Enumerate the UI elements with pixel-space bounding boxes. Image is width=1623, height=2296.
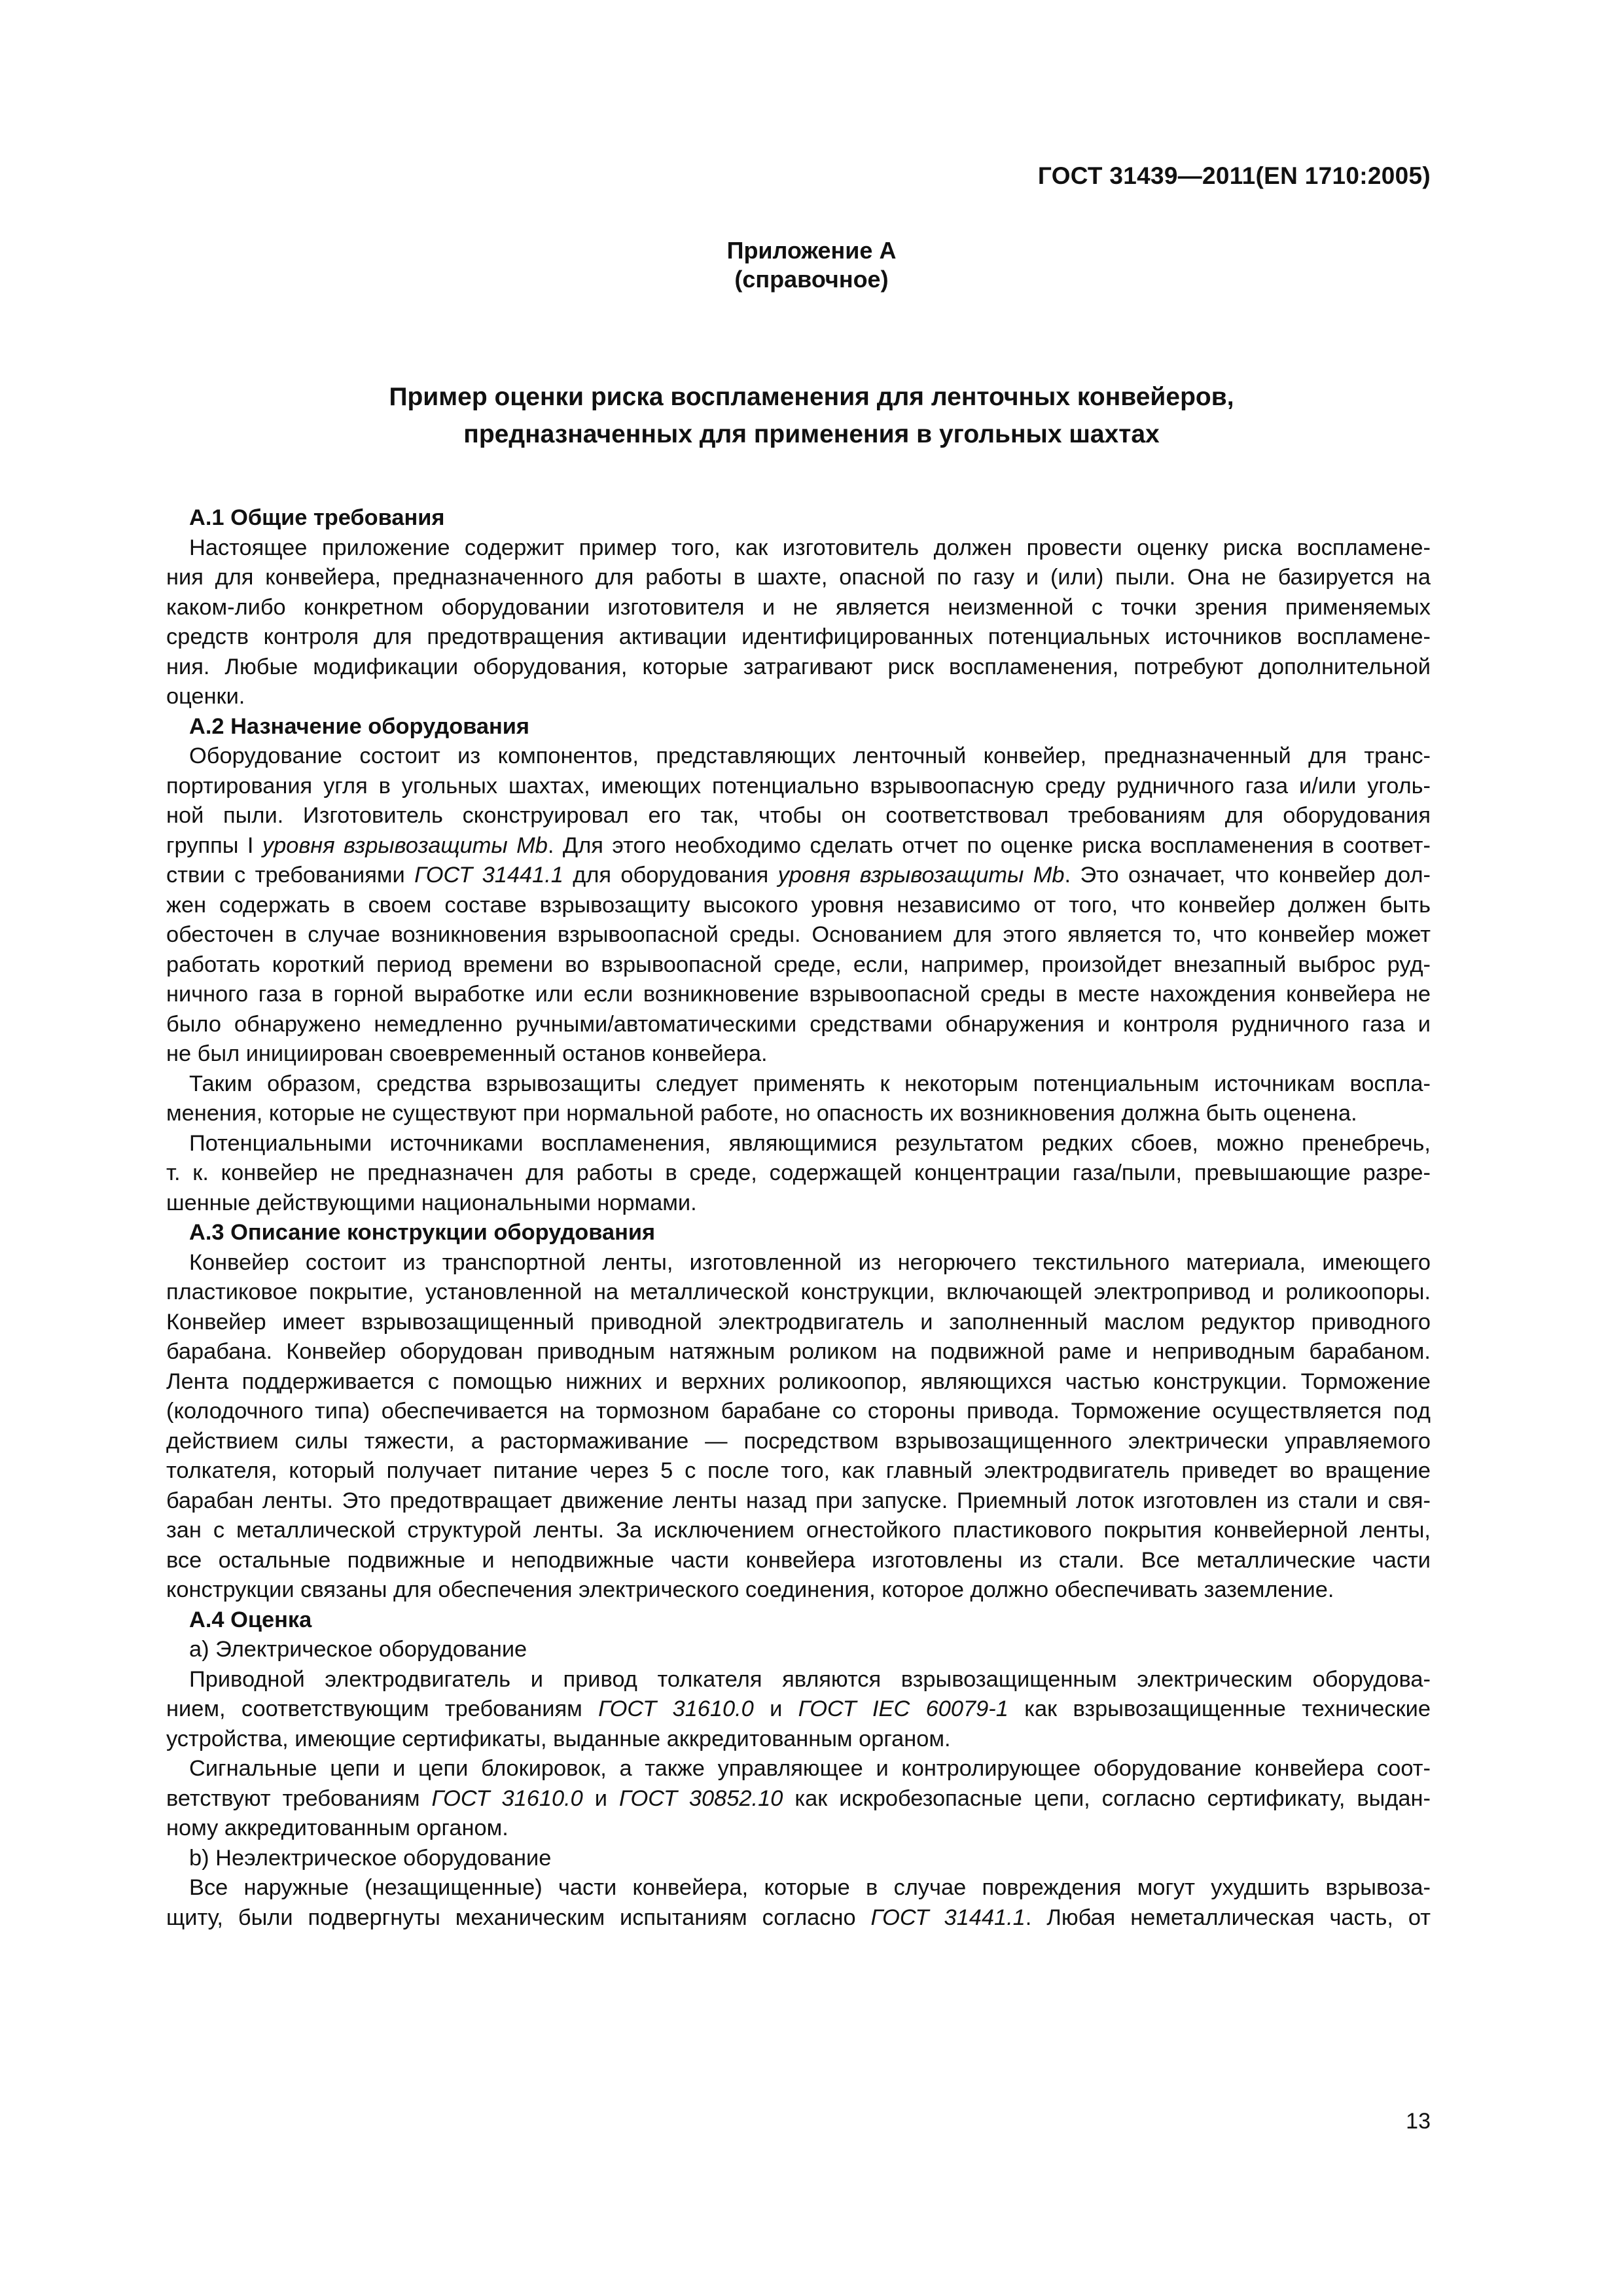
text-line: пластиковое покрытие, установленной на металлической конструкции, включающей электропривод и роликоопоры. [166, 1280, 1431, 1304]
text-run: щиту, были подвергнуты механическим испытаниям согласно [166, 1905, 871, 1930]
title-line-1: Пример оценки риска воспламенения для ленточных конвейеров, [389, 383, 1234, 411]
text-run: ветствуют требованиям [166, 1785, 432, 1811]
appendix-title [0, 378, 1623, 453]
section-heading-a4: А.4 Оценка [189, 1607, 312, 1632]
text-line: средств контроля для предотвращения активации идентифицированных потенциальных источников воспламене- [166, 624, 1431, 649]
text-line: жен содержать в своем составе взрывозащиту высокого уровня независимо от того, что конвейер должен быть [166, 892, 1431, 918]
text-line: ному аккредитованным органом. [166, 1816, 508, 1840]
italic-term: уровня взрывозащиты Mb [777, 863, 1065, 888]
text-line: шенные действующими национальными нормами. [166, 1190, 697, 1215]
section-heading-a3: А.3 Описание конструкции оборудования [189, 1220, 656, 1245]
text-line: портирования угля в угольных шахтах, имеющих потенциально взрывоопасную среду рудничного газа и/или уголь- [166, 773, 1431, 798]
appendix-note: (справочное) [734, 266, 889, 293]
text-run: . Любая неметаллическая часть, от [1025, 1905, 1431, 1930]
text-run: для оборудования [563, 863, 778, 888]
text-line: работать короткий период времени во взрывоопасной среде, если, например, произойдет внезапный выброс руд- [166, 952, 1431, 977]
italic-standard-ref: ГОСТ IEC 60079-1 [798, 1696, 1008, 1721]
paragraph-a2-1 [166, 742, 1431, 1069]
paragraph-a2-2 [166, 1069, 1431, 1129]
text-line: обесточен в случае возникновения взрывоопасной среды. Основанием для этого является то, что конвейер может [166, 922, 1431, 947]
title-line-2: предназначенных для применения в угольных шахтах [463, 420, 1160, 448]
text-line: ния. Любые модификации оборудования, которые затрагивают риск воспламенения, потребуют дополнительной [166, 654, 1431, 679]
text-line: Приводной электродвигатель и привод толкателя являются взрывозащищенным электрическим оборудова- [189, 1666, 1431, 1692]
text-line: Все наружные (незащищенные) части конвейера, которые в случае повреждения могут ухудшить взрывоза- [189, 1875, 1431, 1900]
appendix-label: Приложение А [726, 237, 897, 264]
text-line: каком-либо конкретном оборудовании изготовителя и не является неизменной с точки зрения применяемых [166, 594, 1431, 620]
italic-term: уровня взрывозащиты Mb [262, 833, 548, 858]
italic-standard-ref: ГОСТ 31441.1 [414, 863, 563, 888]
list-item-a: a) Электрическое оборудование [189, 1637, 527, 1662]
text-line: действием силы тяжести, а растормаживание — посредством взрывозащищенного электрически управляемого [166, 1428, 1431, 1454]
text-line: ничного газа в горной выработке или если возникновение взрывоопасной среды в месте нахождения конвейера не [166, 982, 1431, 1007]
text-line [166, 861, 1431, 891]
paragraph-a1-1 [166, 533, 1431, 712]
text-run: . Для этого необходимо сделать отчет по оценке риска воспламенения в соответ- [547, 833, 1431, 858]
text-run: и [582, 1785, 619, 1811]
italic-standard-ref: ГОСТ 31441.1 [870, 1905, 1026, 1930]
italic-standard-ref: ГОСТ 30852.10 [618, 1785, 783, 1811]
text-line: Таким образом, средства взрывозащиты следует применять к некоторым потенциальным источникам воспла- [189, 1071, 1431, 1096]
text-run: как искробезопасные цепи, согласно сертификату, выдан- [783, 1785, 1431, 1811]
text-line [166, 1903, 1431, 1933]
text-run: группы I [166, 833, 262, 858]
text-line: т. к. конвейер не предназначен для работы в среде, содержащей концентрации газа/пыли, превышающие разре- [166, 1160, 1431, 1185]
text-run: . Это означает, что конвейер дол- [1064, 863, 1431, 888]
text-line: Конвейер состоит из транспортной ленты, изготовленной из негорючего текстильного материала, имеющего [189, 1249, 1431, 1275]
text-run: нием, соответствующим требованиям [166, 1696, 599, 1721]
document-body [166, 503, 1431, 1933]
text-line: ной пыли. Изготовитель сконструировал его так, чтобы он соответствовал требованиям для оборудования [166, 803, 1431, 828]
text-line: Лента поддерживается с помощью нижних и верхних роликоопор, являющихся частью конструкции. Торможение [166, 1369, 1431, 1394]
text-line: (колодочного типа) обеспечивается на тормозном барабане со стороны привода. Торможение осуществляется под [166, 1399, 1431, 1424]
text-line: оценки. [166, 684, 245, 709]
text-line: не был инициирован своевременный останов конвейера. [166, 1041, 768, 1066]
text-line [166, 1784, 1431, 1814]
text-line: Оборудование состоит из компонентов, представляющих ленточный конвейер, предназначенный для транс- [189, 744, 1431, 768]
text-line: Сигнальные цепи и цепи блокировок, а также управляющее и контролирующее оборудование конвейера соот- [189, 1756, 1431, 1781]
text-line: зан с металлической структурой ленты. За исключением огнестойкого пластикового покрытия конвейерной ленты, [166, 1518, 1431, 1543]
italic-standard-ref: ГОСТ 31610.0 [598, 1696, 754, 1721]
page-number: 13 [1406, 2109, 1431, 2134]
text-line: Настоящее приложение содержит пример того, как изготовитель должен провести оценку риска воспламене- [189, 535, 1431, 560]
standard-designation: ГОСТ 31439—2011(EN 1710:2005) [1037, 162, 1431, 189]
paragraph-a3-1 [166, 1248, 1431, 1605]
section-heading-a1: А.1 Общие требования [189, 505, 445, 530]
text-run: как взрывозащищенные технические [1008, 1696, 1431, 1721]
paragraph-a4-b1 [166, 1873, 1431, 1933]
text-line: устройства, имеющие сертификаты, выданные аккредитованным органом. [166, 1726, 951, 1751]
text-line: конструкции связаны для обеспечения электрического соединения, которое должно обеспечивать заземление. [166, 1577, 1334, 1602]
text-line: ния для конвейера, предназначенного для работы в шахте, опасной по газу и (или) пыли. Она не базируется на [166, 565, 1431, 590]
italic-standard-ref: ГОСТ 31610.0 [431, 1785, 583, 1811]
text-line [166, 1695, 1431, 1725]
text-run: ствии с требованиями [166, 863, 415, 888]
text-run: и [753, 1696, 798, 1721]
paragraph-a4-a2 [166, 1754, 1431, 1844]
section-heading-a2: А.2 Назначение оборудования [189, 713, 529, 739]
text-line [166, 831, 1431, 861]
text-line: было обнаружено немедленно ручными/автоматическими средствами обнаружения и контроля рудничного газа и [166, 1011, 1431, 1037]
text-line: менения, которые не существуют при нормальной работе, но опасность их возникновения должна быть оценена. [166, 1101, 1357, 1126]
paragraph-a2-3 [166, 1129, 1431, 1219]
text-line: Потенциальными источниками воспламенения, являющимися результатом редких сбоев, можно пренебречь, [189, 1130, 1431, 1156]
text-line: толкателя, который получает питание через 5 с после того, как главный электродвигатель приведет во вращение [166, 1458, 1431, 1483]
list-item-b: b) Неэлектрическое оборудование [189, 1845, 552, 1871]
text-line: барабана. Конвейер оборудован приводным натяжным роликом на подвижной раме и неприводным барабаном. [166, 1339, 1431, 1364]
text-line: все остальные подвижные и неподвижные части конвейера изготовлены из стали. Все металлические части [166, 1547, 1431, 1573]
text-line: барабан ленты. Это предотвращает движение ленты назад при запуске. Приемный лоток изготовлен из стали и свя- [166, 1488, 1431, 1513]
text-line: Конвейер имеет взрывозащищенный приводной электродвигатель и заполненный маслом редуктор приводного [166, 1309, 1431, 1335]
paragraph-a4-a1 [166, 1665, 1431, 1755]
